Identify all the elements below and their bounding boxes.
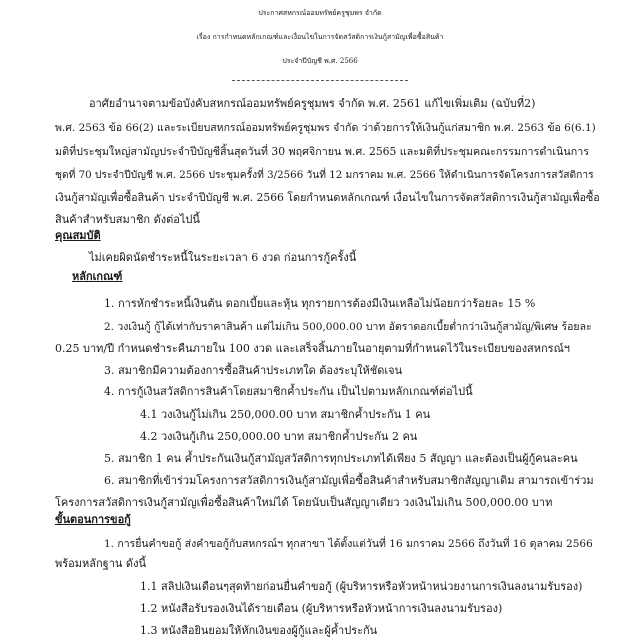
criteria-item-4: 4. การกู้เงินสวัสดิการสินค้าโดยสมาชิกค้ำประกัน เป็นไปตามหลักเกณฑ์ต่อไปนี้ bbox=[104, 385, 473, 398]
procedure-item-1-3: 1.3 หนังสือยินยอมให้หักเงินของผู้กู้และผู้ค้ำประกัน bbox=[140, 624, 378, 637]
intro-line-2: พ.ศ. 2563 ข้อ 66(2) และระเบียบสหกรณ์ออมทรัพย์ครูชุมพร จำกัด ว่าด้วยการให้เงินกู้แก่สมาชิก พ.ศ. 2563 ข้อ 6(6.1) bbox=[55, 122, 596, 134]
criteria-item-4-2: 4.2 วงเงินกู้เกิน 250,000.00 บาท สมาชิกค้ำประกัน 2 คน bbox=[140, 430, 418, 443]
intro-line-3: มติที่ประชุมใหญ่สามัญประจำปีบัญชีสิ้นสุดวันที่ 30 พฤศจิกายน พ.ศ. 2565 และมติที่ประชุมคณะกรรมการดำเนินการ bbox=[55, 145, 590, 158]
qualifications-heading: คุณสมบัติ bbox=[55, 229, 101, 242]
procedure-item-1-cont: พร้อมหลักฐาน ดังนี้ bbox=[55, 557, 146, 570]
criteria-heading: หลักเกณฑ์ bbox=[72, 270, 123, 283]
criteria-item-2: 2. วงเงินกู้ กู้ได้เท่ากับราคาสินค้า แต่ไม่เกิน 500,000.00 บาท อัตราดอกเบี้ยต่ำกว่าเงินกู้สามัญ/พิเศษ ร้อยละ bbox=[104, 321, 592, 333]
intro-line-4: ชุดที่ 70 ประจำปีบัญชี พ.ศ. 2566 ประชุมครั้งที่ 3/2566 วันที่ 12 มกราคม พ.ศ. 2566 ให้ดำเนินการจัดโครงการสวัสดิการ bbox=[55, 169, 594, 181]
criteria-item-6-cont: โครงการสวัสดิการเงินกู้สามัญเพื่อซื้อสินค้าใหม่ได้ โดยนับเป็นสัญญาเดียว วงเงินไม่เกิน 500,000.00 บาท bbox=[55, 496, 553, 509]
criteria-item-4-1: 4.1 วงเงินกู้ไม่เกิน 250,000.00 บาท สมาชิกค้ำประกัน 1 คน bbox=[140, 408, 431, 421]
intro-line-1: อาศัยอำนาจตามข้อบังคับสหกรณ์ออมทรัพย์ครูชุมพร จำกัด พ.ศ. 2561 แก้ไขเพิ่มเติม (ฉบับที่2) bbox=[89, 97, 536, 110]
procedure-heading: ขั้นตอนการขอกู้ bbox=[55, 513, 131, 526]
intro-line-5: เงินกู้สามัญเพื่อซื้อสินค้า ประจำปีบัญชี พ.ศ. 2566 โดยกำหนดหลักเกณฑ์ เงื่อนไขในการจัดสวัสดิการเงินกู้สามัญเพื่อซื้อ bbox=[55, 191, 600, 204]
procedure-item-1-1: 1.1 สลิปเงินเดือนๆสุดท้ายก่อนยื่นคำขอกู้ (ผู้บริหารหรือหัวหน้าหน่วยงานการเงินลงนามรับรอง) bbox=[140, 580, 583, 593]
criteria-item-6: 6. สมาชิกที่เข้าร่วมโครงการสวัสดิการเงินกู้สามัญเพื่อซื้อสินค้าสำหรับสมาชิกสัญญาเดิม สามารถเข้าร่วม bbox=[104, 474, 594, 487]
announcement-title: ประกาศสหกรณ์ออมทรัพย์ครูชุมพร จำกัด bbox=[258, 9, 382, 17]
fiscal-year: ประจำปีบัญชี พ.ศ. 2566 bbox=[282, 57, 358, 65]
criteria-item-3: 3. สมาชิกมีความต้องการซื้อสินค้าประเภทใด ต้องระบุให้ชัดเจน bbox=[104, 364, 403, 377]
header-divider bbox=[232, 80, 408, 81]
criteria-item-2-cont: 0.25 บาท/ปี กำหนดชำระคืนภายใน 100 งวด และเสร็จสิ้นภายในอายุตามที่กำหนดไว้ในระเบียบของสหกรณ์ฯ bbox=[55, 342, 570, 355]
procedure-item-1: 1. การยื่นคำขอกู้ ส่งคำขอกู้กับสหกรณ์ฯ ทุกสาขา ได้ตั้งแต่วันที่ 16 มกราคม 2566 ถึงวันที่ 16 ตุลาคม 2566 bbox=[104, 538, 593, 550]
intro-line-6: สินค้าสำหรับสมาชิก ดังต่อไปนี้ bbox=[55, 213, 200, 226]
announcement-subject: เรื่อง การกำหนดหลักเกณฑ์และเงื่อนไขในการจัดสวัสดิการเงินกู้สามัญเพื่อซื้อสินค้า bbox=[196, 33, 444, 41]
procedure-item-1-2: 1.2 หนังสือรับรองเงินได้รายเดือน (ผู้บริหารหรือหัวหน้าการเงินลงนามรับรอง) bbox=[140, 602, 503, 615]
qualifications-text: ไม่เคยผิดนัดชำระหนี้ในระยะเวลา 6 งวด ก่อนการกู้ครั้งนี้ bbox=[89, 251, 357, 264]
criteria-item-1: 1. การหักชำระหนี้เงินต้น ดอกเบี้ยและหุ้น ทุกรายการต้องมีเงินเหลือไม่น้อยกว่าร้อยละ 15 % bbox=[104, 297, 536, 310]
criteria-item-5: 5. สมาชิก 1 คน ค้ำประกันเงินกู้สามัญสวัสดิการทุกประเภทได้เพียง 5 สัญญา และต้องเป็นผู้กู้คนละคน bbox=[104, 452, 578, 465]
